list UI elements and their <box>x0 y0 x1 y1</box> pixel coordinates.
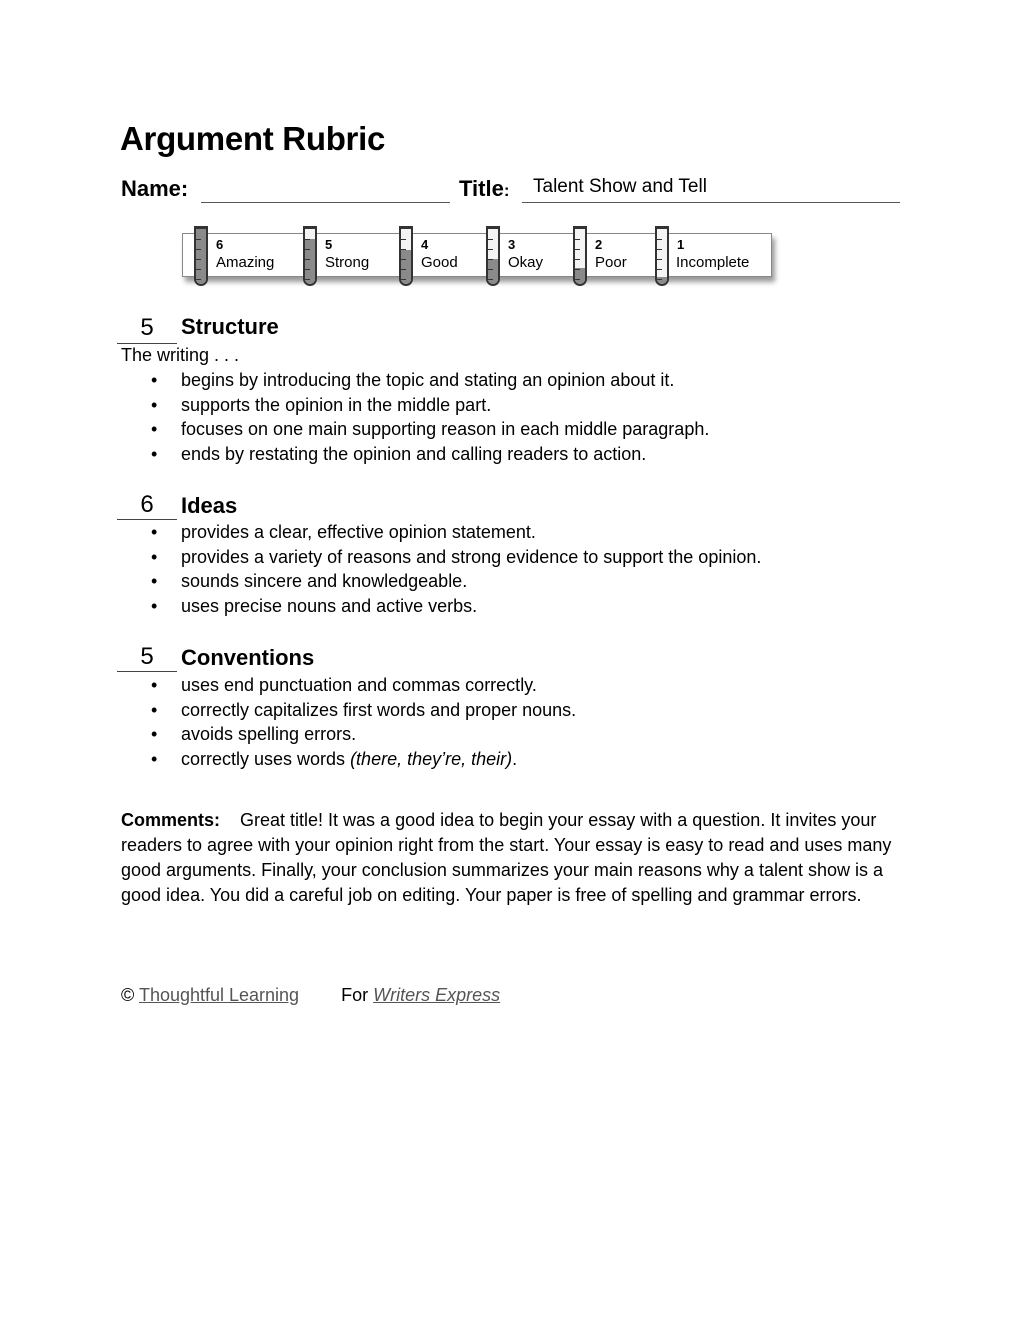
criteria-item: • begins by introducing the topic and stating an opinion about it. <box>121 368 709 393</box>
title-label-text: Title <box>459 176 504 201</box>
criteria-item: • uses end punctuation and commas correctly. <box>121 673 576 698</box>
criteria-text: correctly uses words <box>181 748 351 769</box>
score-value[interactable]: 5 <box>140 314 154 341</box>
scale-number: 1 <box>677 237 685 252</box>
title-label <box>459 176 510 202</box>
criteria-period: . <box>512 748 518 769</box>
criteria-item: • supports the opinion in the middle part. <box>121 393 709 418</box>
footer <box>121 985 500 1006</box>
copyright-symbol: © <box>121 985 135 1005</box>
criteria-item: • avoids spelling errors. <box>121 722 576 747</box>
score-underline <box>117 671 177 672</box>
comments-block <box>121 808 911 908</box>
score-value[interactable]: 5 <box>140 643 154 670</box>
criteria-list <box>121 520 761 618</box>
scale-number: 4 <box>421 237 429 252</box>
section-title: Conventions <box>181 645 315 670</box>
section-title: Ideas <box>181 493 238 518</box>
scale-number: 2 <box>595 237 603 252</box>
test-tube-icon <box>303 226 317 286</box>
criteria-item: • focuses on one main supporting reason in each middle paragraph. <box>121 417 709 442</box>
criteria-list <box>121 368 709 466</box>
title-field-value: Talent Show and Tell <box>533 176 707 197</box>
test-tube-icon <box>194 226 208 286</box>
scale-label: Amazing <box>216 254 275 271</box>
test-tube-icon <box>655 226 669 286</box>
for-label: For <box>341 985 369 1005</box>
criteria-item: • sounds sincere and knowledgeable. <box>121 569 761 594</box>
test-tube-icon <box>399 226 413 286</box>
scale-label: Poor <box>595 254 627 271</box>
scale-number: 3 <box>508 237 516 252</box>
score-underline <box>117 343 177 344</box>
title-label-colon: : <box>503 181 510 200</box>
name-label: Name: <box>121 176 189 201</box>
comments-label: Comments: <box>121 810 221 830</box>
criteria-examples: (there, they’re, their) <box>350 748 513 769</box>
scale-label: Good <box>421 254 458 271</box>
scale-label: Strong <box>325 254 370 271</box>
comments-text: Great title! It was a good idea to begin your essay with a question. It invites your readers to agree with your opinion right from the start. Your essay is easy to read and uses many good arguments. Finally, your conclusion summarizes your main reasons why a talent show is a good idea. You did a careful job on editing. Your paper is free of spelling and grammar errors. <box>121 810 892 905</box>
scale-label: Okay <box>508 254 544 271</box>
section-title: Structure <box>181 314 279 339</box>
criteria-item: • ends by restating the opinion and calling readers to action. <box>121 442 709 467</box>
name-field[interactable] <box>201 202 450 203</box>
thoughtful-learning-link[interactable]: Thoughtful Learning <box>138 985 300 1005</box>
criteria-list <box>121 673 576 771</box>
criteria-item: • correctly capitalizes first words and proper nouns. <box>121 698 576 723</box>
page-title: Argument Rubric <box>120 120 386 157</box>
writers-express-link[interactable]: Writers Express <box>373 985 501 1005</box>
criteria-item: • provides a clear, effective opinion statement. <box>121 520 761 545</box>
test-tube-icon <box>486 226 500 286</box>
score-value[interactable]: 6 <box>140 491 154 518</box>
test-tube-icon <box>573 226 587 286</box>
criteria-item: • provides a variety of reasons and strong evidence to support the opinion. <box>121 545 761 570</box>
criteria-item: • uses precise nouns and active verbs. <box>121 594 761 619</box>
section-intro: The writing . . . <box>121 345 240 365</box>
scale-number: 6 <box>216 237 224 252</box>
scale-number: 5 <box>325 237 333 252</box>
criteria-item <box>121 747 576 772</box>
scale-label: Incomplete <box>676 254 750 271</box>
title-field[interactable] <box>522 202 900 203</box>
